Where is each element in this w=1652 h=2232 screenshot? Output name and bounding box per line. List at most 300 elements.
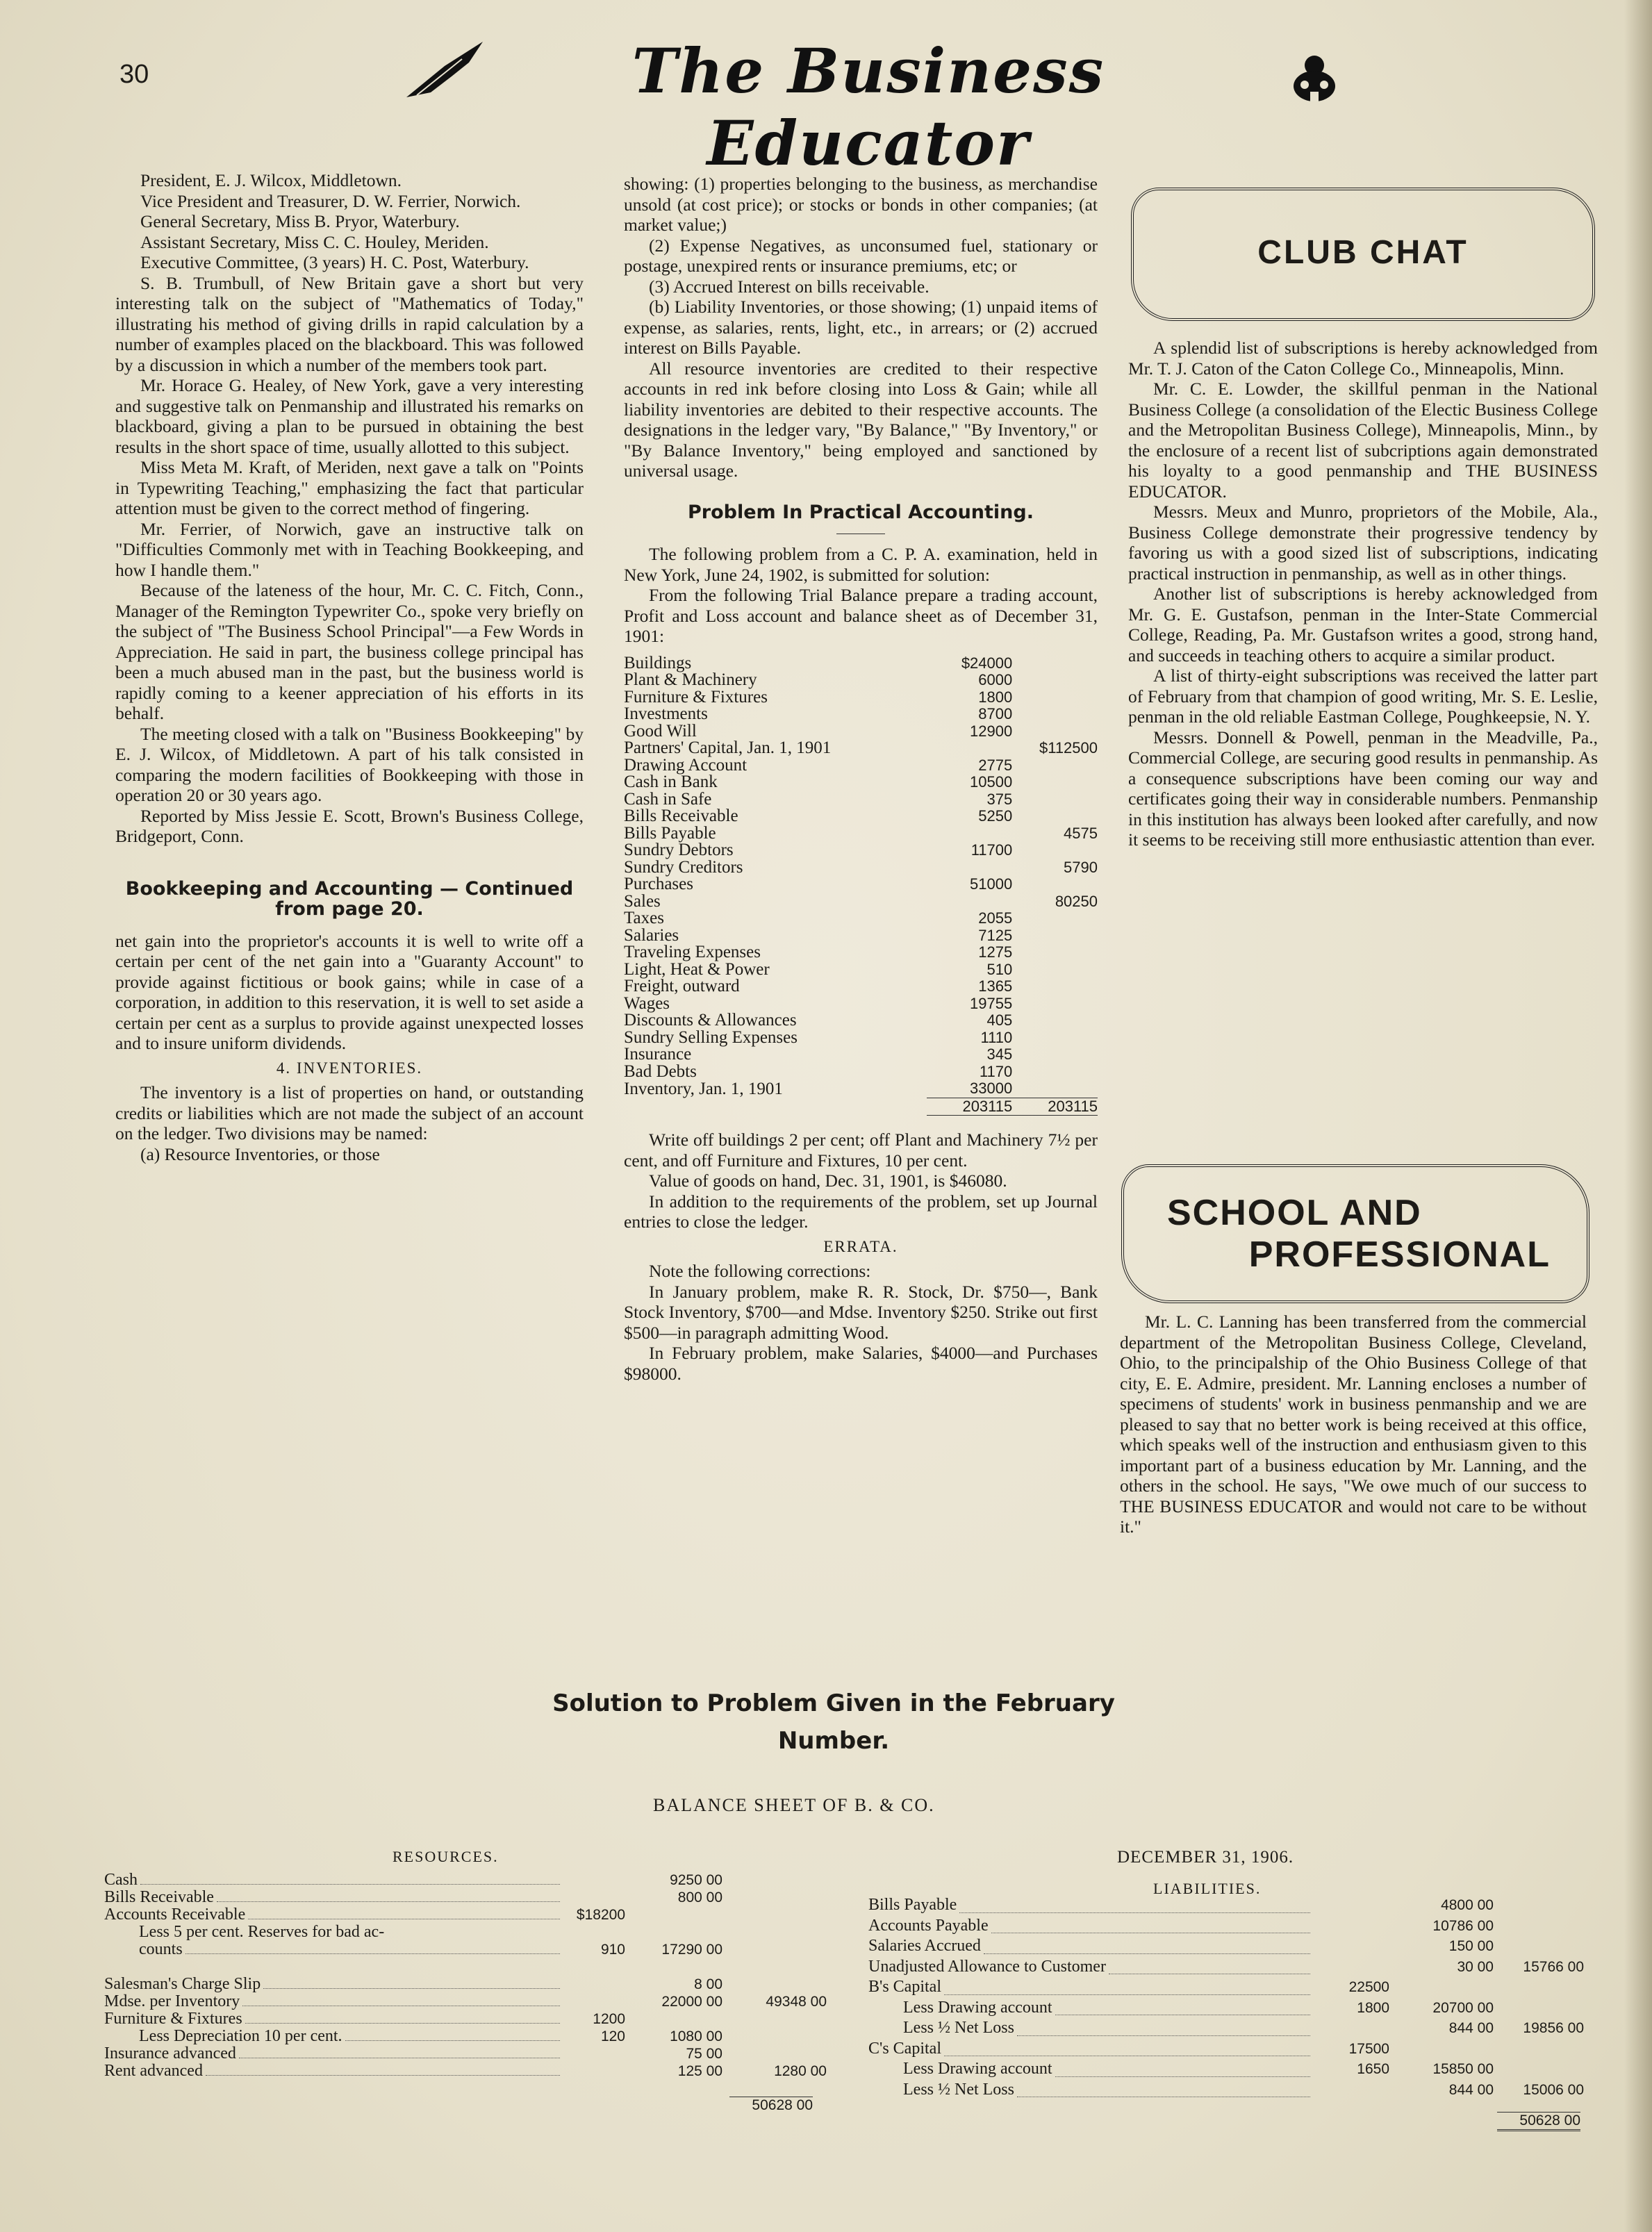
balance-sheet-row — [104, 1924, 827, 1941]
credit-amount: 5790 — [1064, 858, 1098, 876]
account-name: Insurance — [624, 1045, 692, 1064]
credit-amount — [1012, 1046, 1098, 1064]
entry-amount — [722, 2045, 827, 2062]
entry-amount — [722, 1958, 827, 1976]
entry-amount — [563, 2062, 625, 2080]
trial-balance-row — [624, 893, 1098, 911]
resources-list — [104, 1871, 827, 2080]
entry-label: Furniture & Fixtures — [104, 2010, 242, 2028]
credit-amount — [1012, 910, 1098, 927]
col1-para: President, E. J. Wilcox, Middletown. — [140, 170, 402, 190]
debit-amount: 51000 — [970, 875, 1013, 893]
entry-amount — [625, 1958, 722, 1976]
entry-amount: 49348 00 — [766, 1994, 827, 2010]
col1-para: Because of the lateness of the hour, Mr. C. C. Fitch, Conn., Manager of the Remington Typewriter Co., spoke very briefly on the subject of "The Business School Principal"—a Few Words in Appreciation. He said in part, the business college principal has been a much abused man in the past, but the business world is rapidly coming to a keener appreciation of his efforts in its behalf. — [115, 580, 584, 723]
entry-amount — [563, 1871, 625, 1889]
credit-amount — [1012, 1064, 1098, 1081]
debit-amount: 405 — [986, 1011, 1013, 1029]
col1-para: (a) Resource Inventories, or those — [140, 1143, 380, 1164]
entry-amount — [1494, 1896, 1584, 1917]
entry-label: Less ½ Net Loss — [903, 2080, 1014, 2099]
trial-balance-row — [624, 774, 1098, 791]
trial-balance-row — [624, 944, 1098, 961]
account-name: Taxes — [624, 909, 664, 927]
entry-amount: 800 00 — [677, 1890, 722, 1906]
trial-balance-row — [624, 757, 1098, 775]
credit-amount — [1012, 927, 1098, 945]
entry-amount — [1494, 2040, 1584, 2061]
credit-amount — [1012, 791, 1098, 809]
leader-dots — [206, 2062, 560, 2076]
account-name: Wages — [624, 993, 670, 1013]
quill-icon — [403, 38, 486, 101]
col2-para: showing: (1) properties belonging to the business, as merchandise unsold (at cost price); or stocks or bonds in other companies; (at market value;) — [624, 174, 1098, 235]
debit-amount — [927, 825, 1012, 843]
trial-balance-row — [624, 927, 1098, 945]
credit-amount — [1012, 689, 1098, 706]
entry-amount — [1313, 1958, 1389, 1979]
credit-amount: 4575 — [1064, 824, 1098, 842]
debit-amount: 19755 — [970, 994, 1013, 1012]
entry-amount — [563, 1976, 625, 1993]
trial-balance-row — [624, 978, 1098, 995]
debit-amount: 345 — [986, 1045, 1013, 1063]
balance-sheet-date: DECEMBER 31, 1906. — [1117, 1848, 1294, 1867]
leader-dots — [242, 1993, 560, 2006]
debit-amount — [927, 740, 1012, 757]
credit-amount — [1012, 723, 1098, 741]
entry-label: Unadjusted Allowance to Customer — [868, 1957, 1106, 1976]
col3-para: Mr. C. E. Lowder, the skillful penman in the National Business College (a consolidation of the Electic Business College and the Metropolitan Business College), Minneapolis, Minn., by the enclosure of a recent list of subcriptions again demonstrated his loyalty to a good penmanship and THE BUSINESS EDUCATOR. — [1128, 379, 1598, 502]
entry-amount: 15766 00 — [1523, 1958, 1584, 1975]
entry-amount: 1200 — [593, 2011, 625, 2027]
balance-sheet-row — [868, 1896, 1584, 1917]
leader-dots — [1017, 2081, 1310, 2098]
entry-amount — [625, 1924, 722, 1941]
account-name: Furniture & Fixtures — [624, 687, 768, 706]
trial-balance-row — [624, 910, 1098, 927]
entry-label: Accounts Receivable — [104, 1906, 246, 1924]
account-name: Light, Heat & Power — [624, 959, 770, 979]
entry-amount: 15006 00 — [1523, 2081, 1584, 2098]
entry-amount — [722, 1976, 827, 1993]
account-name: Investments — [624, 704, 708, 723]
debit-amount: 375 — [986, 790, 1013, 808]
debit-amount: 5250 — [978, 807, 1013, 825]
credit-amount — [1012, 655, 1098, 672]
entry-label: Less 5 per cent. Reserves for bad ac- — [139, 1923, 385, 1941]
col2-para: (2) Expense Negatives, as unconsumed fuel, stationary or postage, unexpired rents or insurance premiums, etc; or — [624, 235, 1098, 276]
entry-amount — [722, 1941, 827, 1958]
liabilities-total: 50628 00 — [1497, 2112, 1580, 2131]
debit-amount: 11700 — [970, 841, 1013, 859]
balance-sheet-row — [868, 2019, 1584, 2040]
page-edge-shadow — [1624, 0, 1652, 2232]
leader-dots — [248, 1906, 560, 1919]
account-name: Bills Payable — [624, 823, 716, 843]
trial-balance-table — [624, 655, 1098, 1116]
entry-label: Bills Payable — [868, 1896, 957, 1914]
entry-amount: 1280 00 — [774, 2063, 827, 2079]
col3-para: Another list of subscriptions is hereby acknowledged from Mr. G. E. Gustafson, penman in the Inter-State Commercial College, Reading, Pa. Mr. Gustafson writes a good, strong hand, and succeeds in teaching others to acquire a similar product. — [1128, 584, 1598, 666]
account-name: Bills Receivable — [624, 807, 738, 825]
total-debit: 203115 — [927, 1098, 1012, 1116]
balance-sheet-row — [104, 1993, 827, 2010]
col2-para: From the following Trial Balance prepare a trading account, Profit and Loss account and balance sheet as of December 31, 1901: — [624, 585, 1098, 646]
solution-title — [486, 1685, 1181, 1760]
credit-amount — [1012, 995, 1098, 1013]
trial-balance-row — [624, 1046, 1098, 1064]
debit-amount: 1170 — [979, 1062, 1013, 1080]
entry-label: Less Drawing account — [903, 2060, 1052, 2078]
entry-amount: 22500 — [1348, 1979, 1389, 1995]
credit-amount — [1012, 672, 1098, 689]
debit-amount: 1365 — [978, 977, 1013, 995]
balance-sheet-row — [104, 2045, 827, 2062]
trial-balance-row — [624, 876, 1098, 893]
col1-para: Vice President and Treasurer, D. W. Ferrier, Norwich. — [140, 190, 521, 211]
debit-amount: 6000 — [978, 671, 1013, 688]
col1-para: The meeting closed with a talk on "Business Bookkeeping" by E. J. Wilcox, of Middletown. A part of his talk consisted in comparing the modern facilities of Bookkeeping with those in operation 20 or 30 years ago. — [115, 723, 584, 805]
col2-para: All resource inventories are credited to their respective accounts in red ink before closing into Loss & Gain; while all liability inventories are debited to their respective accounts. The designations in the ledger vary, "By Balance," "By Inventory," or "By Balance Inventory," being employed and sanctioned by universal usage. — [624, 358, 1098, 481]
leader-dots — [1017, 2019, 1310, 2036]
col2-para: (b) Liability Inventories, or those showing; (1) unpaid items of expense, as salaries, rents, light, etc., in arrears; or (2) accrued interest on Bills Payable. — [624, 297, 1098, 358]
trial-balance-row — [624, 1012, 1098, 1030]
entry-amount — [722, 2028, 827, 2045]
col1-para: net gain into the proprietor's accounts it is well to write off a certain per cent of the net gain into a "Guaranty Account" to provide against fictitious or book gains; while in case of a corporation, in addition to this reservation, it is well to set aside a certain per cent as a surplus to provide against unexpected losses and to insure uniform dividends. — [115, 930, 584, 1053]
account-name: Traveling Expenses — [624, 943, 761, 961]
account-name: Discounts & Allowances — [624, 1011, 797, 1030]
balance-sheet-row — [104, 2062, 827, 2080]
entry-amount: 150 00 — [1448, 1938, 1494, 1954]
debit-amount: 12900 — [970, 722, 1013, 740]
credit-amount — [1012, 876, 1098, 893]
entry-label: Accounts Payable — [868, 1916, 989, 1935]
col2-para: Note the following corrections: — [649, 1261, 871, 1281]
entry-amount — [1494, 1937, 1584, 1958]
total-credit: 203115 — [1012, 1098, 1098, 1116]
entry-label: Bills Receivable — [104, 1888, 214, 1906]
entry-amount: 75 00 — [686, 2046, 722, 2062]
entry-amount — [1313, 1896, 1389, 1917]
debit-amount: 1275 — [978, 943, 1013, 961]
entry-amount: 22000 00 — [661, 1994, 722, 2010]
entry-amount — [1494, 1999, 1584, 2020]
balance-sheet-row — [104, 1906, 827, 1924]
col2-para: (3) Accrued Interest on bills receivable. — [649, 276, 930, 297]
debit-amount: 1800 — [978, 688, 1013, 706]
trial-balance-row — [624, 723, 1098, 741]
section-heading-bookkeeping: Bookkeeping and Accounting — Continued from page 20. — [125, 877, 574, 920]
entry-label: Insurance advanced — [104, 2044, 236, 2062]
balance-sheet-row — [868, 2060, 1584, 2081]
account-name: Sundry Selling Expenses — [624, 1027, 798, 1047]
col3-para: Messrs. Meux and Munro, proprietors of the Mobile, Ala., Business College demonstrate their progressive tendency by favoring us with a good sized list of subscriptions, indicating practical instruction in penmanship, as well as in other things. — [1128, 502, 1598, 584]
resources-label: RESOURCES. — [393, 1848, 499, 1865]
trial-balance-row — [624, 825, 1098, 843]
entry-amount: 1080 00 — [670, 2028, 722, 2044]
entry-amount: 15850 00 — [1432, 2061, 1494, 2077]
leader-dots — [140, 1871, 560, 1885]
entry-amount: 17500 — [1348, 2040, 1389, 2057]
account-name: Plant & Machinery — [624, 670, 757, 689]
school-professional-box — [1121, 1164, 1589, 1303]
solution-title-line2: Number. — [777, 1727, 890, 1755]
entry-amount: 120 — [600, 2028, 625, 2044]
section-heading-problem: Problem In Practical Accounting. — [688, 501, 1034, 523]
account-name: Sundry Debtors — [624, 841, 734, 859]
entry-amount — [563, 1889, 625, 1906]
emblem-icon — [1287, 50, 1342, 106]
debit-amount — [927, 859, 1012, 877]
leader-dots — [991, 1917, 1310, 1934]
trial-balance-row — [624, 689, 1098, 706]
entry-amount: 19856 00 — [1523, 2020, 1584, 2036]
column-left — [115, 170, 584, 1164]
trial-balance-row — [624, 961, 1098, 979]
entry-amount: 20700 00 — [1432, 1999, 1494, 2016]
entry-amount: 844 00 — [1448, 2020, 1494, 2036]
credit-amount — [1012, 842, 1098, 859]
account-name: Inventory, Jan. 1, 1901 — [624, 1079, 783, 1098]
balance-sheet-row — [104, 2028, 827, 2045]
entry-amount: 844 00 — [1448, 2081, 1494, 2098]
balance-sheet-row — [104, 1958, 827, 1976]
leader-dots — [959, 1896, 1310, 1913]
entry-amount: 4800 00 — [1441, 1897, 1494, 1913]
balance-sheet-row — [868, 2081, 1584, 2102]
entry-amount — [1313, 2081, 1389, 2102]
entry-label: Less ½ Net Loss — [903, 2019, 1014, 2037]
debit-amount: 10500 — [970, 773, 1013, 791]
leader-dots — [1109, 1958, 1310, 1975]
col1-para: The inventory is a list of properties on hand, or outstanding credits or liabilities which are not made the subject of an account on the ledger. Two divisions may be named: — [115, 1082, 584, 1143]
col3-para: A splendid list of subscriptions is hereby acknowledged from Mr. T. J. Caton of the Caton College Co., Minneapolis, Minn. — [1128, 338, 1598, 379]
col3-para: Messrs. Donnell & Powell, penman in the Meadville, Pa., Commercial College, are securing good results in penmanship. As a consequence subscriptions have been coming our way and certificates going their way in considerable numbers. Penmanship in this institution has always been looked after carefully, and now it seems to be receiving still more enthusiastic attention than ever. — [1128, 727, 1598, 850]
entry-amount: 1650 — [1357, 2061, 1389, 2077]
entry-amount — [563, 1924, 625, 1941]
entry-label: C's Capital — [868, 2039, 941, 2058]
trial-balance-row — [624, 842, 1098, 859]
credit-amount — [1012, 774, 1098, 791]
credit-amount — [1012, 1030, 1098, 1047]
leader-dots — [387, 1924, 560, 1937]
col1-para: Executive Committee, (3 years) H. C. Post, Waterbury. — [140, 252, 529, 272]
balance-sheet-row — [104, 1976, 827, 1993]
leader-dots — [944, 2040, 1310, 2057]
debit-amount: 7125 — [978, 926, 1013, 944]
entry-amount: 10786 00 — [1432, 1917, 1494, 1934]
debit-amount: 8700 — [978, 705, 1013, 722]
school-professional-title-1: SCHOOL AND — [1167, 1193, 1422, 1233]
errata-heading: ERRATA. — [823, 1237, 898, 1255]
balance-sheet-row — [104, 1871, 827, 1889]
entry-amount — [1313, 2019, 1389, 2040]
trial-balance-row — [624, 1064, 1098, 1081]
col2-para: The following problem from a C. P. A. examination, held in New York, June 24, 1902, is submitted for solution: — [624, 544, 1098, 585]
col3-para: A list of thirty-eight subscriptions was received the latter part of February from that champion of good writing, Mr. S. E. Leslie, penman in the old reliable Eastman College, Poughkeepsie, N. Y. — [1128, 666, 1598, 727]
balance-sheet-row — [868, 1978, 1584, 1999]
credit-amount — [1012, 961, 1098, 979]
debit-amount: 510 — [986, 960, 1013, 978]
entry-amount: 910 — [600, 1942, 625, 1958]
account-name: Cash in Bank — [624, 772, 718, 791]
entry-amount — [722, 1924, 827, 1941]
credit-amount: 80250 — [1055, 892, 1098, 910]
balance-sheet-row — [868, 1999, 1584, 2020]
col2-para: In January problem, make R. R. Stock, Dr. $750—, Bank Stock Inventory, $700—and Mdse. Inventory $250. Strike out first $500—in paragraph admitting Wood. — [624, 1281, 1098, 1343]
debit-amount: $24000 — [961, 654, 1013, 672]
debit-amount: 2055 — [978, 909, 1013, 927]
account-name: Salaries — [624, 925, 679, 945]
entry-amount — [563, 1993, 625, 2010]
col2-para: In addition to the requirements of the problem, set up Journal entries to close the ledger. — [624, 1191, 1098, 1232]
solution-title-line1: Solution to Problem Given in the February — [552, 1689, 1115, 1717]
column-right — [1128, 338, 1598, 850]
balance-sheet-row — [104, 1941, 827, 1958]
credit-amount — [1012, 1012, 1098, 1030]
account-name: Freight, outward — [624, 977, 740, 995]
entry-amount — [722, 1889, 827, 1906]
col2-para: Write off buildings 2 per cent; off Plant and Machinery 7½ per cent, and off Furniture and Fixtures, 10 per cent. — [624, 1130, 1098, 1171]
trial-balance-row — [624, 672, 1098, 689]
trial-balance-row — [624, 859, 1098, 877]
trial-balance-row — [624, 1080, 1098, 1098]
entry-amount — [1389, 2040, 1494, 2061]
leader-dots — [245, 2010, 560, 2024]
leader-dots — [217, 1889, 560, 1902]
club-chat-title: CLUB CHAT — [1257, 234, 1469, 271]
column-middle — [624, 174, 1098, 1384]
liabilities-list — [868, 1896, 1584, 2101]
entry-amount: 1800 — [1357, 1999, 1389, 2016]
entry-amount — [722, 1871, 827, 1889]
account-name: Purchases — [624, 875, 693, 893]
trial-balance-row — [624, 808, 1098, 825]
credit-amount — [1012, 706, 1098, 723]
entry-amount — [1389, 1978, 1494, 1999]
entry-amount: 8 00 — [694, 1976, 722, 1992]
account-name: Buildings — [624, 653, 692, 672]
col1-para: Assistant Secretary, Miss C. C. Houley, Meriden. — [140, 231, 489, 252]
entry-amount — [1313, 1937, 1389, 1958]
entry-label: Cash — [104, 1871, 138, 1889]
balance-sheet-row — [868, 1937, 1584, 1958]
entry-amount: 9250 00 — [670, 1872, 722, 1888]
balance-sheet-subtitle: BALANCE SHEET OF B. & CO. — [653, 1795, 935, 1815]
account-name: Cash in Safe — [624, 789, 712, 809]
leader-dots — [1055, 2060, 1310, 2077]
col1-para: Miss Meta M. Kraft, of Meriden, next gave a talk on "Points in Typewriting Teaching," emphasizing the fact that particular attention must be given to the correct method of fingering. — [115, 457, 584, 518]
liabilities-label: LIABILITIES. — [1153, 1880, 1262, 1897]
resources-total: 50628 00 — [729, 2097, 813, 2114]
entry-label: Salesman's Charge Slip — [104, 1975, 261, 1993]
entry-amount: 30 00 — [1457, 1958, 1494, 1975]
account-name: Drawing Account — [624, 755, 747, 775]
trial-balance-row — [624, 1030, 1098, 1047]
entry-label: Salaries Accrued — [868, 1937, 981, 1955]
balance-sheet-row — [104, 1889, 827, 1906]
entry-amount — [563, 2045, 625, 2062]
balance-sheet-row — [868, 1917, 1584, 1938]
balance-sheet-row — [104, 2010, 827, 2028]
entry-amount — [625, 1906, 722, 1924]
school-professional-title-2: PROFESSIONAL — [1248, 1234, 1551, 1275]
entry-amount — [1494, 1917, 1584, 1938]
credit-amount — [1012, 1080, 1098, 1098]
entry-amount — [1494, 1978, 1584, 1999]
page-number: 30 — [119, 60, 149, 89]
leader-dots — [944, 1978, 1310, 1995]
entry-amount — [722, 1906, 827, 1924]
entry-label: Mdse. per Inventory — [104, 1992, 240, 2010]
col1-para: Mr. Horace G. Healey, of New York, gave a very interesting and suggestive talk on Penmanship and illustrated his remarks on blackboard, giving a plan to be pursued in obtaining the best results in the short space of time, usually allotted to this subject. — [115, 375, 584, 457]
entry-amount: $18200 — [576, 1907, 625, 1923]
col1-para: General Secretary, Miss B. Pryor, Waterbury. — [140, 211, 460, 231]
balance-sheet-row — [868, 2040, 1584, 2061]
account-name: Sundry Creditors — [624, 857, 743, 877]
leader-dots — [345, 2028, 560, 2041]
credit-amount: $112500 — [1039, 739, 1098, 757]
debit-amount: 2775 — [978, 756, 1013, 774]
trial-balance-row — [624, 706, 1098, 723]
debit-amount — [927, 893, 1012, 911]
trial-balance-total-row — [624, 1098, 1098, 1116]
leader-dots — [185, 1941, 560, 1954]
credit-amount — [1012, 944, 1098, 961]
masthead-title: The Business Educator — [631, 35, 1105, 179]
credit-amount — [1012, 978, 1098, 995]
balance-sheet-row — [868, 1958, 1584, 1979]
col1-para: Mr. Ferrier, of Norwich, gave an instructive talk on "Difficulties Commonly met with in Teaching Bookkeeping, and how I handle them." — [115, 518, 584, 580]
leader-dots — [239, 2045, 560, 2058]
trial-balance-row — [624, 995, 1098, 1013]
col1-para: S. B. Trumbull, of New Britain gave a short but very interesting talk on the subject of "Mathematics of Today," illustrating his method of giving drills in rapid calculation by a number of examples placed on the blackboard. This was followed by a discussion in which a number of the members took part. — [115, 272, 584, 375]
leader-dots — [1055, 1999, 1310, 2016]
credit-amount — [1012, 757, 1098, 775]
col2-para: In February problem, make Salaries, $4000—and Purchases $98000. — [624, 1343, 1098, 1384]
entry-amount — [625, 2010, 722, 2028]
leader-dots — [107, 1958, 560, 1971]
debit-amount: 1110 — [980, 1028, 1013, 1046]
trial-balance-row — [624, 791, 1098, 809]
column-right-lower — [1120, 1312, 1587, 1537]
entry-label: counts — [139, 1940, 183, 1958]
entry-amount — [1313, 1917, 1389, 1938]
account-name: Bad Debts — [624, 1061, 697, 1081]
entry-label: B's Capital — [868, 1978, 941, 1996]
debit-amount: 33000 — [970, 1080, 1013, 1097]
trial-balance-row — [624, 655, 1098, 672]
entry-label: Less Drawing account — [903, 1998, 1052, 2017]
leader-dots — [984, 1937, 1310, 1954]
col3-para: Mr. L. C. Lanning has been transferred from the commercial department of the Metropolitan Business College, Cleveland, Ohio, to the principalship of the Ohio Business College of that city, E. E. Admire, president. Mr. Lanning encloses a number of specimens of students' work in business penmanship and we are pleased to say that no better work is being received at this office, which speaks well of the instruction and enthusiasm given to this important part of a business education by Mr. Lanning, and the others in the school. He says, "We owe much of our success to THE BUSINESS EDUCATOR and would not care to be without it." — [1120, 1312, 1587, 1537]
account-name: Partners' Capital, Jan. 1, 1901 — [624, 738, 832, 757]
col2-para: Value of goods on hand, Dec. 31, 1901, is $46080. — [649, 1171, 1007, 1191]
subheading-inventories: 4. INVENTORIES. — [276, 1059, 423, 1077]
credit-amount — [1012, 808, 1098, 825]
club-chat-box — [1131, 188, 1595, 321]
col1-para: Reported by Miss Jessie E. Scott, Brown's Business College, Bridgeport, Conn. — [115, 805, 584, 846]
entry-amount — [563, 1958, 625, 1976]
entry-amount: 125 00 — [677, 2063, 722, 2079]
entry-amount: 17290 00 — [661, 1942, 722, 1958]
account-name: Good Will — [624, 721, 697, 741]
entry-amount — [722, 2010, 827, 2028]
entry-label: Rent advanced — [104, 2062, 203, 2080]
account-name: Sales — [624, 891, 661, 911]
leader-dots — [263, 1976, 560, 1989]
